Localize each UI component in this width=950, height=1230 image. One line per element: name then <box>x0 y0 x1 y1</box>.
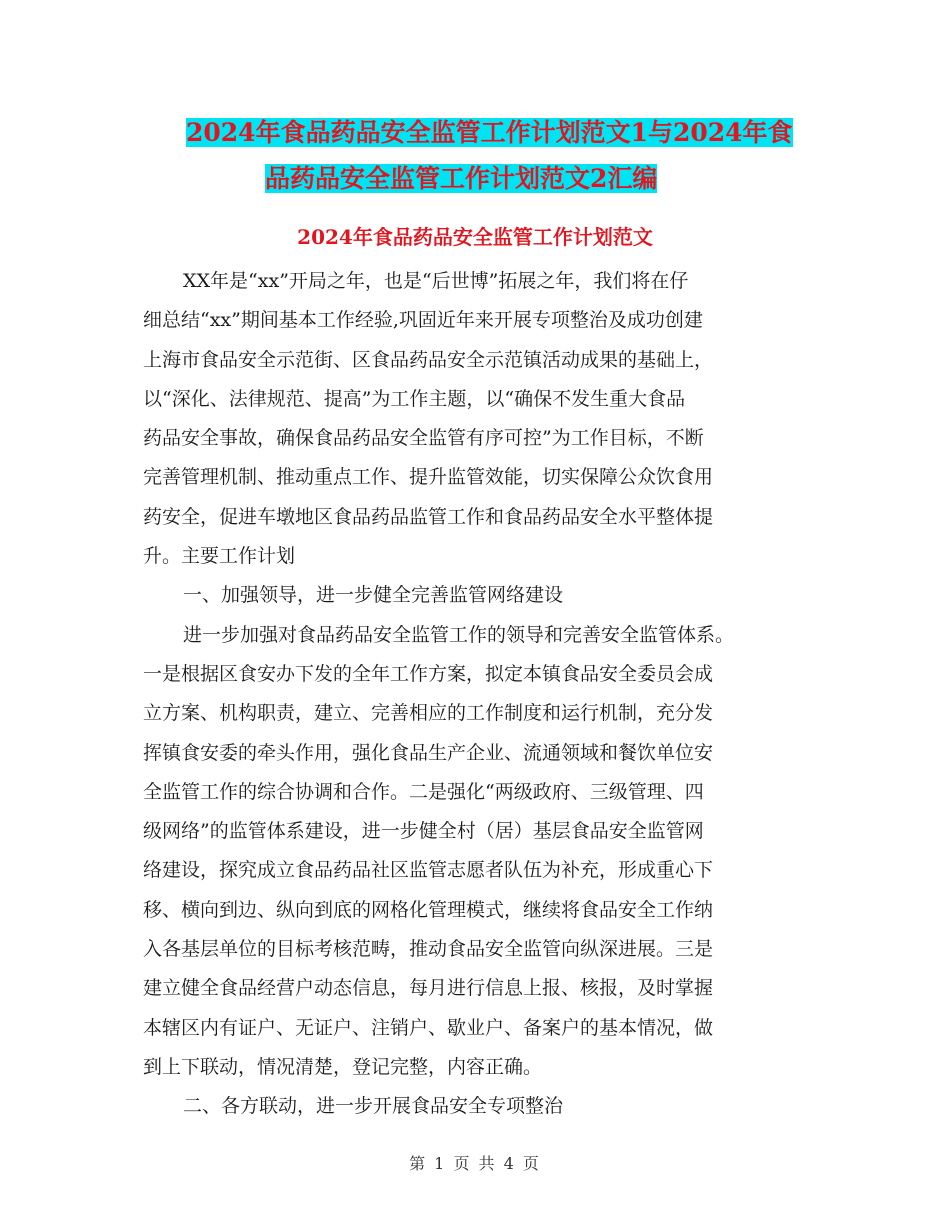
body-line: 一是根据区食安办下发的全年工作方案，拟定本镇食品安全委员会成 <box>143 662 714 685</box>
body-line: 全监管工作的综合协调和合作。二是强化“两级政府、三级管理、四 <box>143 780 704 803</box>
title-line-1 <box>140 110 820 156</box>
body-line: 细总结“xx”期间基本工作经验,巩固近年来开展专项整治及成功创建 <box>143 309 703 332</box>
body-line: 进一步加强对食品药品安全监管工作的领导和完善安全监管体系。 <box>183 623 735 646</box>
body-line: 到上下联动，情况清楚，登记完整，内容正确。 <box>143 1055 543 1078</box>
body-line: 入各基层单位的目标考核范畴，推动食品安全监管向纵深进展。三是 <box>143 938 714 961</box>
body-line: 升。主要工作计划 <box>143 545 296 568</box>
body-line: 级网络”的监管体系建设，进一步健全村（居）基层食品安全监管网 <box>143 820 704 843</box>
title-line-1-text: 2024年食品药品安全监管工作计划范文1与2024年食 <box>186 118 793 147</box>
body-line: 药品安全事故，确保食品药品安全监管有序可控”为工作目标，不断 <box>143 427 704 450</box>
section-heading: 2024年食品药品安全监管工作计划范文 <box>297 225 653 249</box>
title-line-2-text: 品药品安全监管工作计划范文2汇编 <box>265 164 658 193</box>
body-line: 一、加强领导，进一步健全完善监管网络建设 <box>183 584 564 607</box>
body-line: 药安全，促进车墩地区食品药品监管工作和食品药品安全水平整体提 <box>143 505 714 528</box>
body-line: 移、横向到边、纵向到底的网格化管理模式，继续将食品安全工作纳 <box>143 898 714 921</box>
page-footer: 第 1 页 共 4 页 <box>409 1154 541 1173</box>
title-line-2 <box>140 156 820 202</box>
body-line: 二、各方联动，进一步开展食品安全专项整治 <box>183 1095 564 1118</box>
body-text <box>143 262 815 1127</box>
body-line: 立方案、机构职责，建立、完善相应的工作制度和运行机制，充分发 <box>143 702 714 725</box>
body-line: 络建设，探究成立食品药品社区监管志愿者队伍为补充，形成重心下 <box>143 859 714 882</box>
body-line: 上海市食品安全示范街、区食品药品安全示范镇活动成果的基础上， <box>143 348 714 371</box>
body-line: XX年是“xx”开局之年，也是“后世博”拓展之年，我们将在仔 <box>183 270 689 292</box>
body-line: 建立健全食品经营户动态信息，每月进行信息上报、核报，及时掌握 <box>143 977 714 1000</box>
document-title <box>140 110 820 202</box>
body-line: 挥镇食安委的牵头作用，强化食品生产企业、流通领域和餐饮单位安 <box>143 741 714 764</box>
body-line: 本辖区内有证户、无证户、注销户、歇业户、备案户的基本情况，做 <box>143 1016 714 1039</box>
body-line: 以“深化、法律规范、提高”为工作主题，以“确保不发生重大食品 <box>143 387 686 410</box>
body-line: 完善管理机制、推动重点工作、提升监管效能，切实保障公众饮食用 <box>143 466 714 489</box>
